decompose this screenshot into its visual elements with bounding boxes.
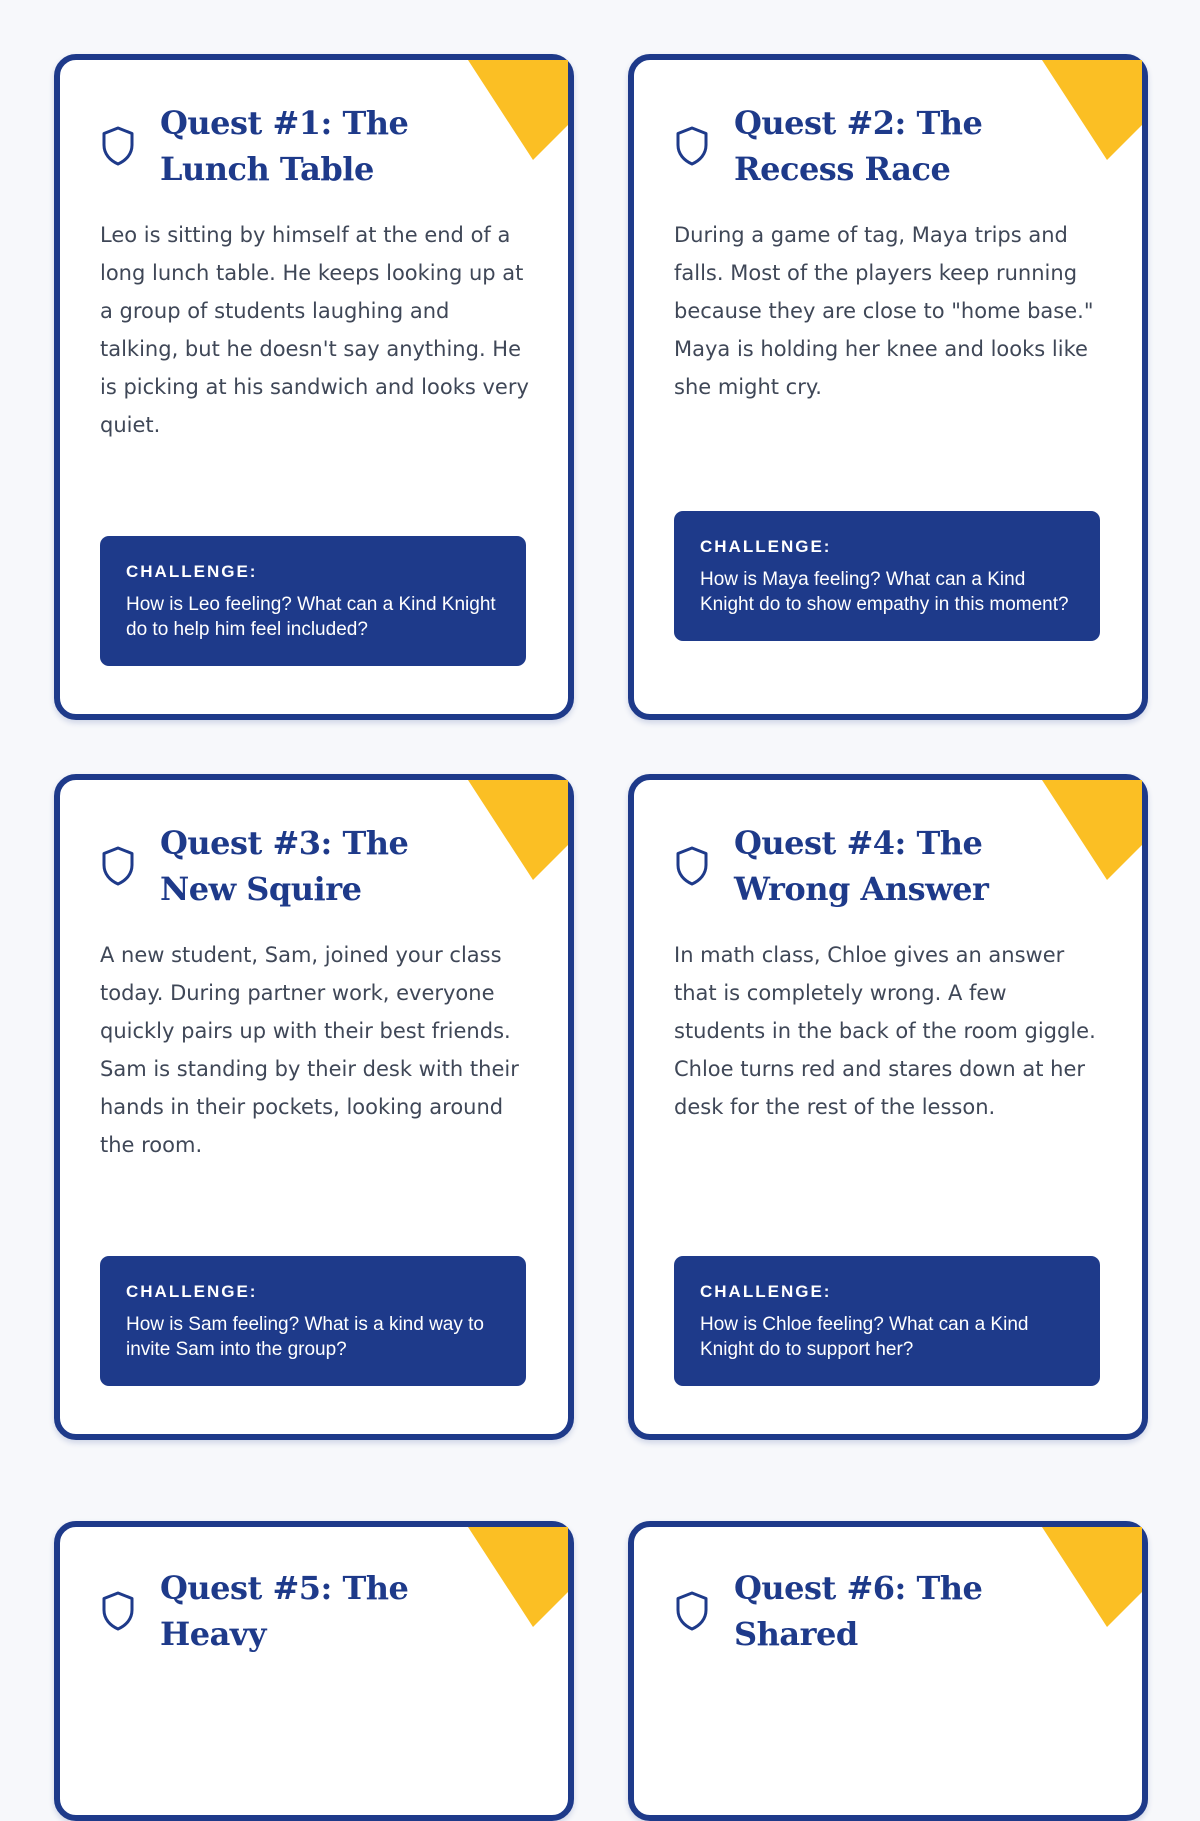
shield-icon [674, 126, 710, 166]
quest-description: A new student, Sam, joined your class today. During partner work, everyone quickly pairs up with their best friends. Sam is standing by their desk with their hands in their pockets, looking around the room. [100, 943, 519, 1157]
quest-title: Quest #2: The Recess Race [734, 104, 983, 188]
quest-card [54, 774, 574, 1440]
quest-card [628, 1521, 1148, 1821]
shield-icon [100, 1591, 136, 1631]
quest-header [674, 820, 994, 912]
corner-ribbon [1042, 60, 1142, 160]
corner-ribbon [1042, 1527, 1142, 1627]
quest-header [100, 100, 420, 192]
challenge-label: CHALLENGE: [126, 1282, 258, 1301]
quest-title: Quest #5: The Heavy [160, 1569, 409, 1653]
challenge-label: CHALLENGE: [700, 1282, 832, 1301]
quest-description: Leo is sitting by himself at the end of a long lunch table. He keeps looking up at a group of students laughing and talking, but he doesn't say anything. He is picking at his sandwich and looks very quiet. [100, 223, 529, 437]
quest-card [628, 54, 1148, 720]
shield-icon [100, 846, 136, 886]
corner-ribbon [468, 1527, 568, 1627]
quest-header [100, 1565, 420, 1657]
challenge-label: CHALLENGE: [126, 562, 258, 581]
quest-title: Quest #1: The Lunch Table [160, 104, 409, 188]
quest-title: Quest #3: The New Squire [160, 824, 409, 908]
corner-ribbon [1042, 780, 1142, 880]
quest-header [674, 1565, 994, 1657]
shield-icon [674, 1591, 710, 1631]
quest-header [674, 100, 994, 192]
challenge-label: CHALLENGE: [700, 537, 832, 556]
quest-card [54, 54, 574, 720]
corner-ribbon [468, 780, 568, 880]
challenge-box [100, 1256, 526, 1386]
quest-title: Quest #4: The Wrong Answer [734, 824, 989, 908]
challenge-text: How is Leo feeling? What can a Kind Knight do to help him feel included? [126, 594, 496, 640]
quest-header [100, 820, 420, 912]
challenge-box [100, 536, 526, 666]
quest-card [54, 1521, 574, 1821]
shield-icon [100, 126, 136, 166]
quest-title: Quest #6: The Shared [734, 1569, 983, 1653]
challenge-box [674, 511, 1100, 641]
quest-card [628, 774, 1148, 1440]
challenge-box [674, 1256, 1100, 1386]
quest-description: In math class, Chloe gives an answer that is completely wrong. A few students in the back of the room giggle. Chloe turns red and stares down at her desk for the rest of the lesson. [674, 943, 1096, 1119]
challenge-text: How is Sam feeling? What is a kind way to invite Sam into the group? [126, 1314, 484, 1360]
challenge-text: How is Chloe feeling? What can a Kind Knight do to support her? [700, 1314, 1029, 1360]
shield-icon [674, 846, 710, 886]
corner-ribbon [468, 60, 568, 160]
challenge-text: How is Maya feeling? What can a Kind Knight do to show empathy in this moment? [700, 569, 1069, 615]
quest-description: During a game of tag, Maya trips and falls. Most of the players keep running because they are close to "home base." Maya is holding her knee and looks like she might cry. [674, 223, 1094, 399]
